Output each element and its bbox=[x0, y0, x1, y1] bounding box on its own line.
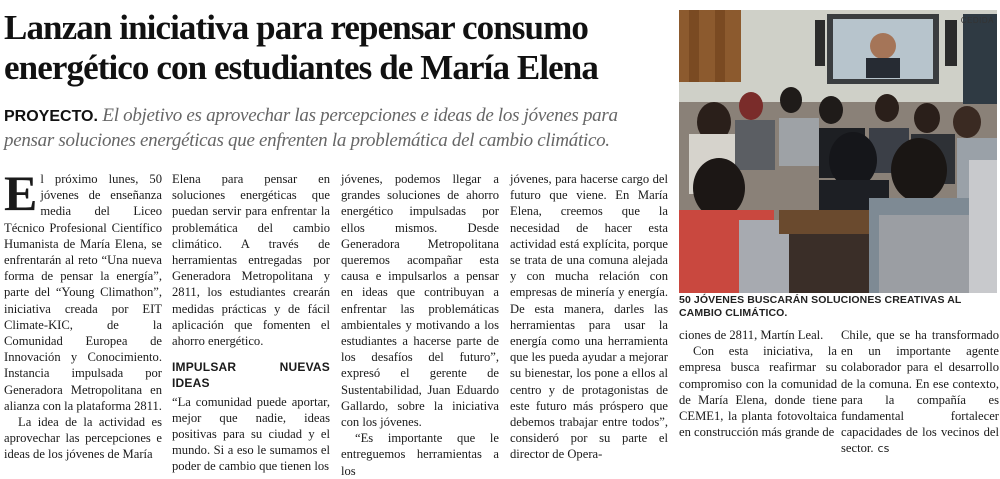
column-5 bbox=[679, 327, 837, 440]
lead-kicker: PROYECTO. bbox=[4, 108, 98, 125]
col5-paragraph-2: Con esta iniciativa, la empresa busca reafirmar su compromiso con la comunidad de María Elena, donde tiene CEME1, la planta fotovoltaica en construcción más grande de bbox=[679, 344, 837, 440]
col6-text: Chile, que se ha transformado en un importante agente colaborador para el desarrollo de la comuna. En ese contexto, para la compañía es fundamental fortalecer capacidades de los vecinos del sector. bbox=[841, 328, 999, 456]
photo-caption: 50 JÓVENES BUSCARÁN SOLUCIONES CREATIVAS AL CAMBIO CLIMÁTICO. bbox=[679, 294, 962, 319]
lead-paragraph bbox=[4, 104, 669, 153]
column-3 bbox=[341, 171, 499, 479]
dropcap: E bbox=[4, 165, 38, 221]
column-6 bbox=[841, 327, 999, 458]
col1-p1-text: l próximo lunes, 50 jóvenes de enseñanza media del Liceo Técnico Profesional Científico Humanista de María Elena, se enfrentarán al reto “Una nueva forma de pensar la energía”, parte del “Young Climathon”, iniciativa creada por EIT Climate-KIC, de la Comunidad Europea de Innovación y Conocimiento. Instancia impulsada por Generadora Metropolitana en alianza con la plataforma 2811. bbox=[4, 172, 162, 413]
photo-credit: CEDIDA bbox=[960, 16, 994, 25]
col4-paragraph-1: jóvenes, para hacerse cargo del futuro que viene. En María Elena, creemos que la necesidad de hacer esta actividad está explícita, porque se trata de una comuna alejada y con mucha relación con empresas de minería y energía. De esta manera, darles las herramientas para usar la energía como una herramienta que les pueda ayudar a mejorar su bienestar, los pone a ellos al centro y de protagonistas de este futuro más próspero que debemos trabajar entre todos”, consideró por su parte el director de Opera- bbox=[510, 172, 668, 462]
lead-text: El objetivo es aprovechar las percepciones e ideas de los jóvenes para pensar soluciones energéticas que enfrenten la problemática del cambio climático. bbox=[4, 105, 618, 151]
headline: Lanzan iniciativa para repensar consumo energético con estudiantes de María Elena bbox=[4, 8, 598, 87]
col1-paragraph-2: La idea de la actividad es aprovechar las percepciones e ideas de los jóvenes de María bbox=[4, 415, 162, 462]
col3-paragraph-2: “Es importante que le entreguemos herramientas a los bbox=[341, 431, 499, 478]
col6-paragraph-1 bbox=[841, 327, 999, 458]
column-2 bbox=[172, 171, 330, 475]
col3-paragraph-1: jóvenes, podemos llegar a grandes soluciones de ahorro energético impulsadas por ellos mismos. Desde Generadora Metropolitana queremos acompañar esta causa e impulsarlos a pensar en ideas que contribuyan a enfrentar las problemáticas ambientales y motivando a los estudiantes a hacerse parte de los desafíos del futuro”, expresó el gerente de Sustentabilidad, Juan Eduardo Gallardo, sobre la iniciativa con los jóvenes. bbox=[341, 172, 499, 430]
end-mark-icon: cs bbox=[877, 442, 890, 456]
col5-paragraph-1: ciones de 2811, Martín Leal. bbox=[679, 328, 824, 342]
article-photo bbox=[679, 10, 997, 293]
column-4 bbox=[510, 171, 668, 463]
col2-paragraph-2: “La comunidad puede aportar, mejor que nadie, ideas positivas para su ciudad y el mundo. Si a eso le sumamos el poder de cambio que tienen los bbox=[172, 394, 330, 474]
column-1 bbox=[4, 165, 162, 463]
classroom-photo-illustration bbox=[679, 10, 997, 293]
col1-paragraph-1 bbox=[4, 165, 162, 414]
subhead: IMPULSAR NUEVAS IDEAS bbox=[172, 360, 330, 391]
col2-paragraph-1: Elena para pensar en soluciones energéticas que puedan servir para enfrentar la problemática del cambio climático. A través de herramientas entregadas por Generadora Metropolitana y 2811, los estudiantes crearán medidas prácticas y de fácil aplicación que fomenten el ahorro energético. bbox=[172, 172, 330, 349]
